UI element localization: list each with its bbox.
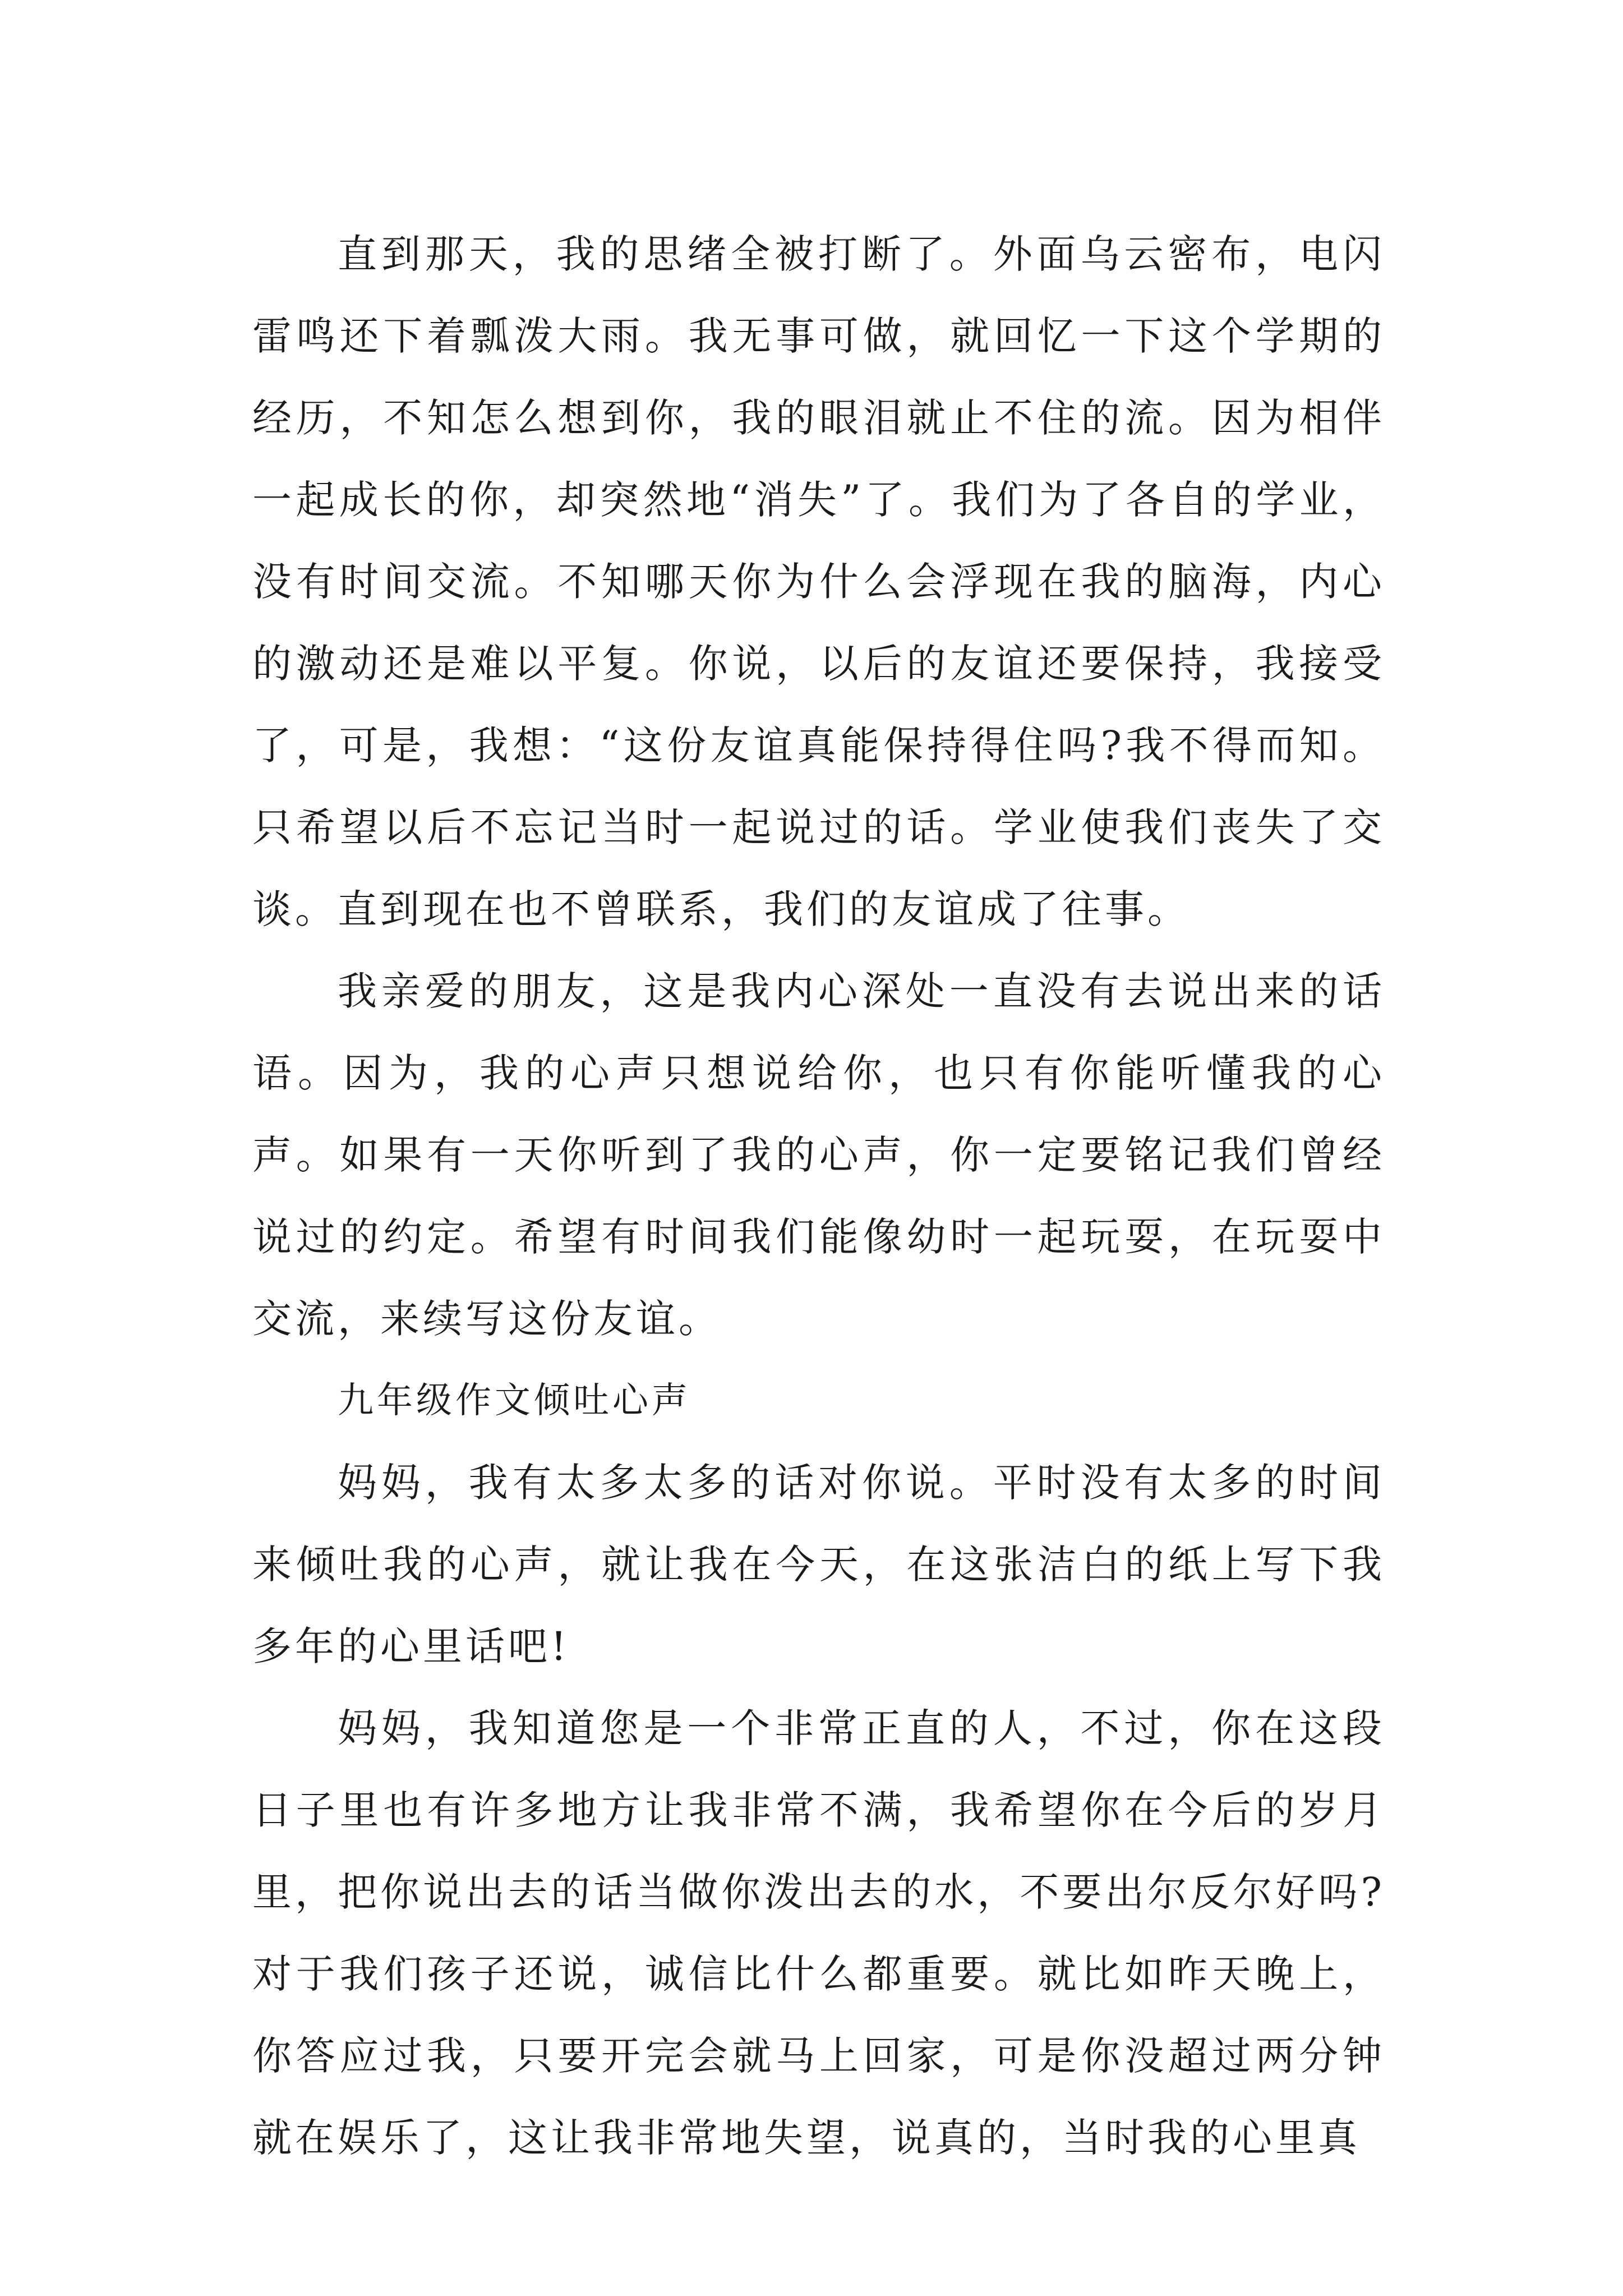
paragraph-1: 直到那天，我的思绪全被打断了。外面乌云密布，电闪雷鸣还下着瓢泼大雨。我无事可做，就回忆一下这个学期的经历，不知怎么想到你，我的眼泪就止不住的流。因为相伴一起成长的你，却突然地“消失”了。我们为了各自的学业，没有时间交流。不知哪天你为什么会浮现在我的脑海，内心的激动还是难以平复。你说，以后的友谊还要保持，我接受了，可是，我想：“这份友谊真能保持得住吗?我不得而知。只希望以后不忘记当时一起说过的话。学业使我们丧失了交谈。直到现在也不曾联系，我们的友谊成了往事。 — [252, 231, 1385, 932]
essay-title: 九年级作文倾吐心声 — [338, 1380, 691, 1421]
document-body — [252, 213, 1385, 2179]
paragraph-2: 我亲爱的朋友，这是我内心深处一直没有去说出来的话语。因为，我的心声只想说给你，也只有你能听懂我的心声。如果有一天你听到了我的心声，你一定要铭记我们曾经说过的约定。希望有时间我们能像幼时一起玩耍，在玩耍中交流，来续写这份友谊。 — [252, 968, 1385, 1342]
paragraph-4: 妈妈，我知道您是一个非常正直的人，不过，你在这段日子里也有许多地方让我非常不满，我希望你在今后的岁月里，把你说出去的话当做你泼出去的水，不要出尔反尔好吗?对于我们孩子还说，诚信比什么都重要。就比如昨天晚上，你答应过我，只要开完会就马上回家，可是你没超过两分钟就在娱乐了，这让我非常地失望，说真的，当时我的心里真 — [252, 1705, 1385, 2161]
paragraph-3: 妈妈，我有太多太多的话对你说。平时没有太多的时间来倾吐我的心声，就让我在今天，在这张洁白的纸上写下我多年的心里话吧! — [252, 1460, 1385, 1669]
